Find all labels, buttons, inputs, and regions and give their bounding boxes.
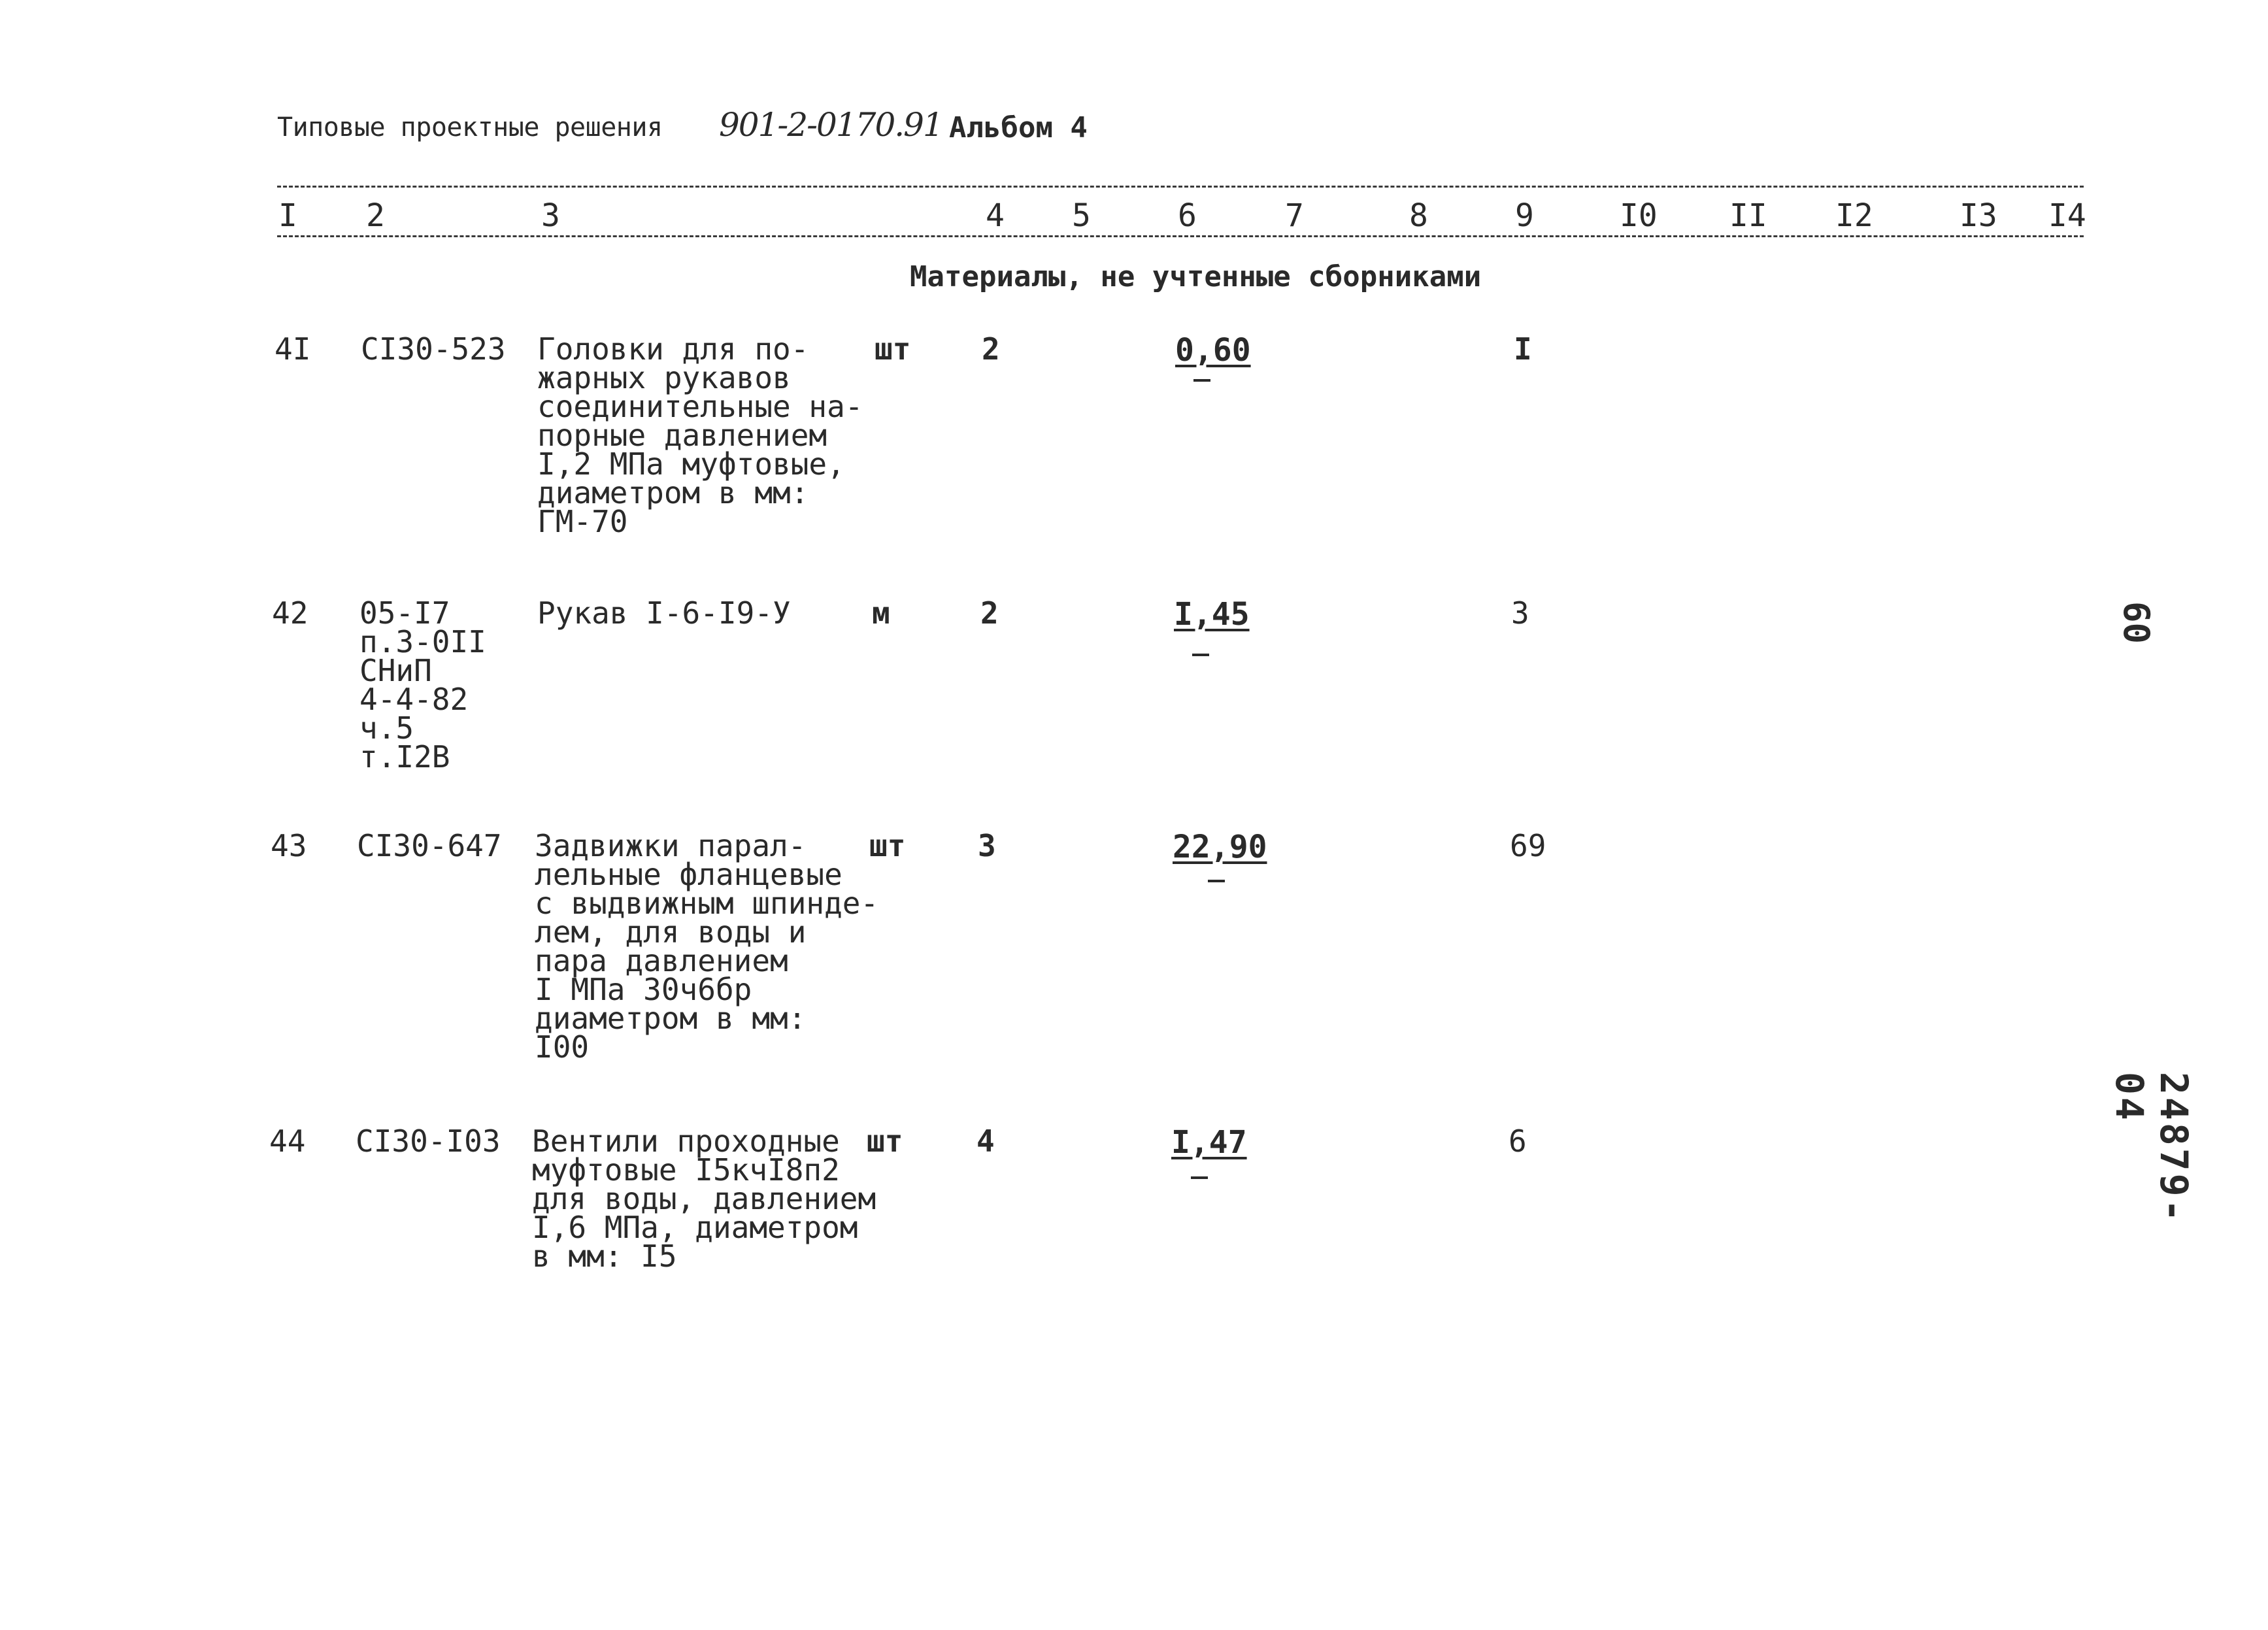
column-number: 3 (541, 197, 560, 234)
row-col9: 6 (1509, 1123, 1527, 1159)
row-unit: м (872, 595, 890, 631)
column-number: 4 (986, 197, 1005, 234)
row-number: 44 (269, 1123, 306, 1159)
column-number: II (1729, 197, 1767, 234)
column-number: 2 (366, 197, 385, 234)
row-price: 22,90 (1173, 829, 1267, 865)
table-top-rule (277, 186, 2084, 188)
column-number: I2 (1835, 197, 1873, 234)
document-title: Типовые проектные решения (277, 112, 663, 142)
row-col9: 69 (1510, 828, 1546, 863)
row-quantity: 4 (976, 1123, 995, 1159)
row-price: I,47 (1171, 1124, 1247, 1161)
price-dash (1208, 880, 1225, 882)
row-col9: 3 (1511, 595, 1529, 631)
column-number: I (278, 197, 297, 234)
row-description: Рукав I-6-I9-У (537, 595, 791, 631)
row-code: СI30-523 (361, 331, 506, 367)
price-dash (1192, 654, 1209, 656)
row-unit: шт (867, 1123, 903, 1159)
column-number: 5 (1072, 197, 1091, 234)
column-number: I4 (2048, 197, 2086, 234)
row-price: 0,60 (1175, 332, 1251, 369)
album-label: Альбом 4 (949, 111, 1088, 144)
column-number: I0 (1620, 197, 1658, 234)
margin-page-number: 60 (2116, 601, 2157, 644)
row-number: 43 (271, 828, 307, 863)
row-code: СI30-I03 (356, 1123, 501, 1159)
row-description: Вентили проходные муфтовые I5кчI8п2 для воды, давлением I,6 МПа, диаметром в мм: I5 (532, 1123, 876, 1274)
row-col9: I (1514, 331, 1532, 367)
row-description: Задвижки парал- лельные фланцевые с выдвижным шпинде- лем, для воды и пара давлением I МПа 30ч6бр диаметром в мм: I00 (535, 828, 879, 1065)
row-unit: шт (869, 828, 906, 863)
margin-sheet-number: 24879-04 (2107, 1072, 2196, 1225)
column-number: 6 (1178, 197, 1197, 234)
column-number: I3 (1959, 197, 1997, 234)
row-number: 42 (272, 595, 309, 631)
row-quantity: 2 (980, 595, 999, 631)
price-dash (1193, 379, 1210, 382)
column-number: 8 (1409, 197, 1428, 234)
row-description: Головки для по- жарных рукавов соединительные на- порные давлением I,2 МПа муфтовые, диаметром в мм: ГМ-70 (537, 331, 863, 539)
row-quantity: 3 (978, 828, 996, 863)
row-price: I,45 (1174, 596, 1250, 633)
row-unit: шт (875, 331, 911, 367)
row-code: 05-I7 п.3-0II СНиП 4-4-82 ч.5 т.I2В (359, 595, 486, 774)
row-number: 4I (275, 331, 311, 367)
row-quantity: 2 (982, 331, 1000, 367)
column-number: 7 (1285, 197, 1304, 234)
price-dash (1191, 1176, 1208, 1179)
table-header-rule (277, 235, 2084, 237)
column-number: 9 (1515, 197, 1534, 234)
row-code: СI30-647 (357, 828, 502, 863)
section-title: Материалы, не учтенные сборниками (910, 260, 1482, 293)
project-code: 901-2-0170.91 (719, 106, 942, 144)
